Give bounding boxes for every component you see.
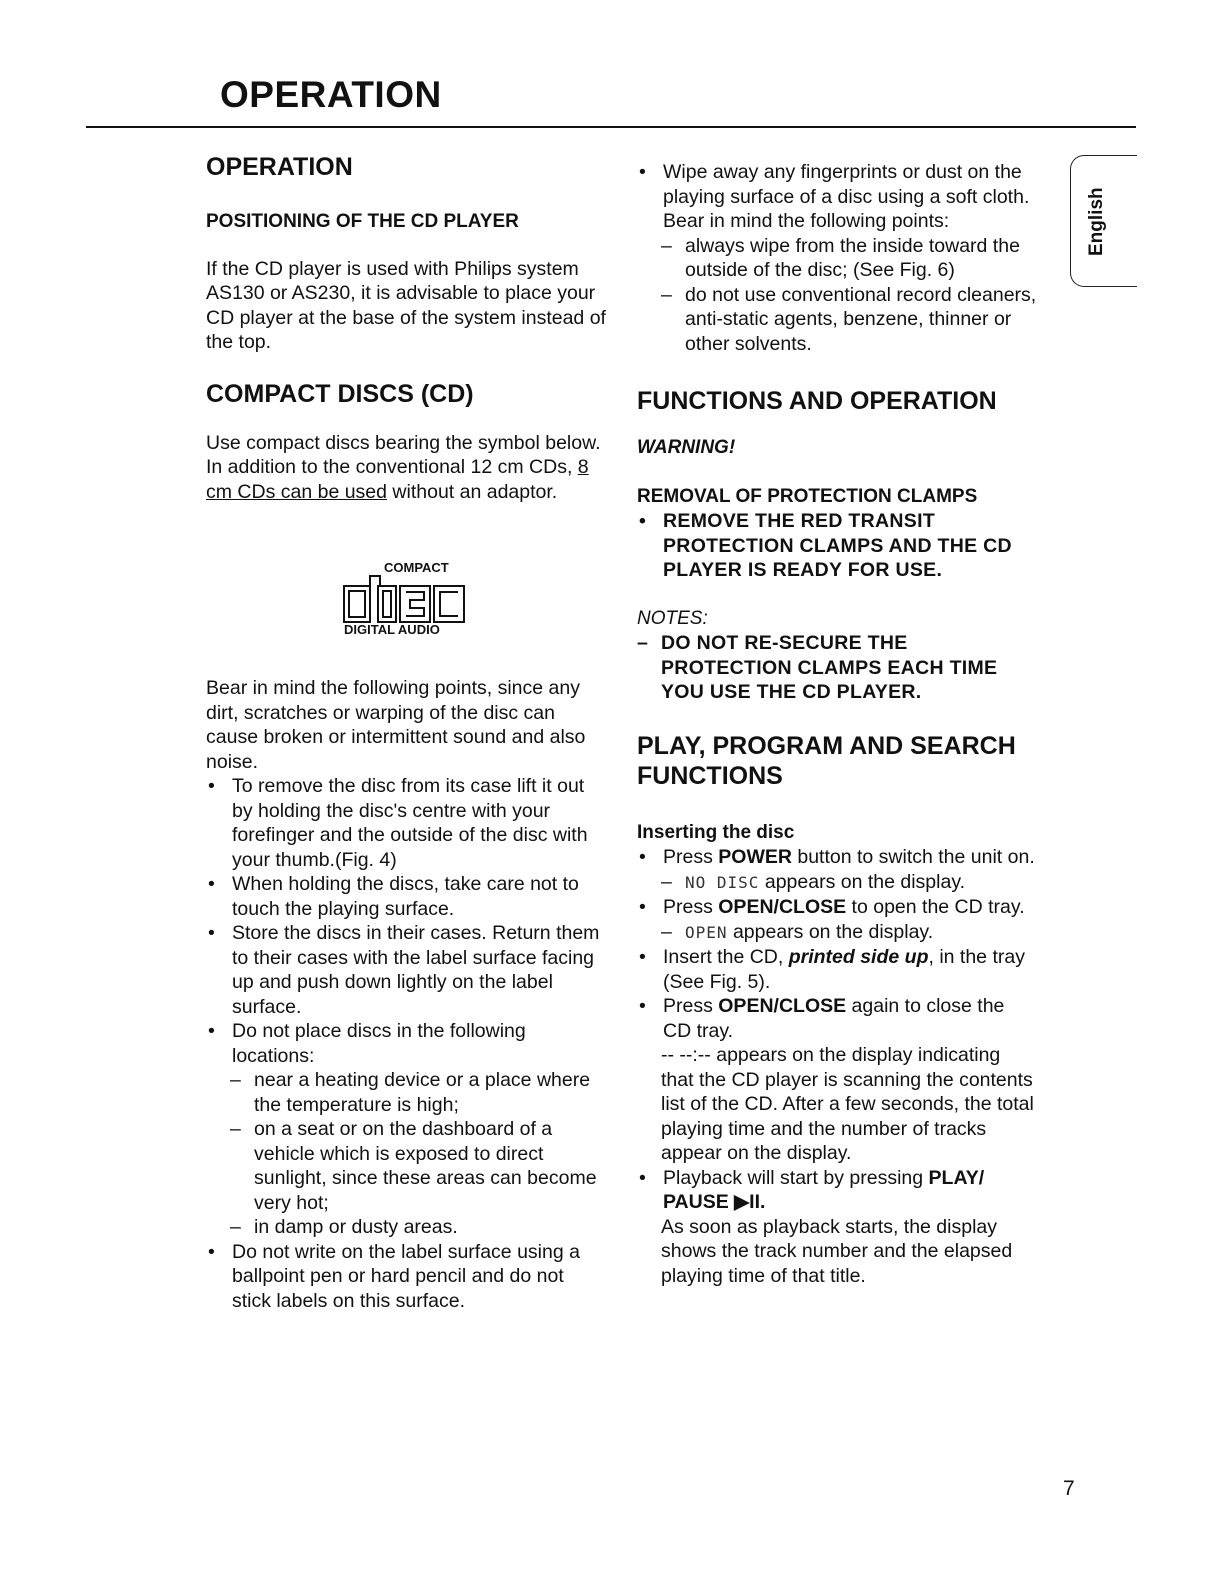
- display-note-text: appears on the display indicating that the CD player is scanning the contents list of the CD. After a few seconds, the total playing time and the number of tracks appear on the display.: [661, 1044, 1034, 1164]
- positioning-heading: POSITIONING OF THE CD PLAYER: [206, 211, 519, 232]
- location-item: – near a heating device or a place where the temperature is high;: [206, 1068, 606, 1117]
- cd-intro: [206, 431, 606, 505]
- step-text: , in the tray (See Fig. 5).: [663, 946, 1025, 993]
- functions-heading: FUNCTIONS AND OPERATION: [637, 387, 997, 415]
- step-item: [637, 994, 1037, 1043]
- open-close-keyword: OPEN/CLOSE: [718, 995, 847, 1017]
- language-label: English: [1086, 187, 1107, 256]
- notes-label: NOTES:: [637, 607, 708, 629]
- list-item: • When holding the discs, take care not to touch the playing surface.: [206, 872, 606, 921]
- display-note: [637, 1043, 1037, 1166]
- left-column: [206, 152, 606, 1313]
- right-column: [637, 160, 1037, 1288]
- disc-logo-icon: [340, 574, 470, 626]
- removal-heading: REMOVAL OF PROTECTION CLAMPS: [637, 485, 978, 507]
- page-number: 7: [1063, 1477, 1075, 1500]
- lcd-readout: NO DISC: [685, 872, 760, 892]
- open-close-keyword: OPEN/CLOSE: [718, 896, 847, 918]
- step-text: button to switch the unit on.: [791, 846, 1035, 868]
- positioning-text: If the CD player is used with Philips system AS130 or AS230, it is advisable to place your CD player at the base of the system instead of the top.: [206, 257, 606, 353]
- display-note: [637, 920, 1037, 946]
- logo-compact-text: COMPACT: [384, 560, 449, 575]
- list-item: • Do not place discs in the following locations:: [206, 1019, 606, 1068]
- cd-intro-text-b: without an adaptor.: [387, 480, 558, 503]
- wipe-point: – always wipe from the inside toward the outside of the disc; (See Fig. 6): [637, 234, 1037, 283]
- lcd-readout: OPEN: [685, 922, 728, 942]
- removal-instruction: • REMOVE THE RED TRANSIT PROTECTION CLAMPS AND THE CD PLAYER IS READY FOR USE.: [637, 509, 1037, 583]
- inserting-heading: Inserting the disc: [637, 821, 795, 843]
- step-text: Press: [663, 896, 719, 918]
- play-pause-keyword: PLAY/ PAUSE ▶II.: [663, 1166, 985, 1213]
- step-text: again to close the CD tray.: [663, 995, 1005, 1042]
- step-item: [637, 845, 1037, 870]
- playback-note: As soon as playback starts, the display shows the track number and the elapsed playing time of that title.: [661, 1215, 1013, 1287]
- compact-discs-heading: COMPACT DISCS (CD): [206, 379, 474, 408]
- lcd-readout: -- --:--: [661, 1044, 711, 1066]
- list-item: • Do not write on the label surface using a ballpoint pen or hard pencil and do not stick labels on this surface.: [206, 1240, 606, 1314]
- operation-heading: OPERATION: [206, 153, 353, 181]
- list-item: • To remove the disc from its case lift it out by holding the disc's centre with your forefinger and the outside of the disc with your thumb.(Fig. 4): [206, 774, 606, 872]
- step-text: Insert the CD,: [663, 946, 789, 968]
- logo-digital-audio-text: DIGITAL AUDIO: [344, 622, 440, 637]
- page-title: OPERATION: [220, 74, 442, 115]
- step-item: [637, 1166, 1037, 1215]
- printed-side-up-emphasis: printed side up: [788, 946, 929, 968]
- step-text: to open the CD tray.: [846, 896, 1025, 918]
- step-item: [637, 895, 1037, 920]
- power-keyword: POWER: [718, 846, 792, 868]
- step-text: Playback will start by pressing: [663, 1166, 929, 1189]
- display-note-text: appears on the display.: [727, 920, 934, 943]
- display-note: [637, 870, 1037, 896]
- cd-intro-underlined: 8 cm CDs can be used: [206, 456, 589, 503]
- compact-disc-logo: [340, 560, 470, 642]
- notes-item: – DO NOT RE-SECURE THE PROTECTION CLAMPS EACH TIME YOU USE THE CD PLAYER.: [637, 631, 1037, 705]
- wipe-point: – do not use conventional record cleaners, anti-static agents, benzene, thinner or other solvents.: [637, 283, 1037, 357]
- warning-label: WARNING!: [637, 437, 736, 458]
- step-text: Press: [663, 846, 719, 868]
- step-item: [637, 945, 1037, 994]
- location-item: – in damp or dusty areas.: [206, 1215, 606, 1240]
- cd-intro-text-a: Use compact discs bearing the symbol below. In addition to the conventional 12 cm CDs,: [206, 431, 601, 478]
- display-note-text: appears on the display.: [759, 870, 966, 893]
- play-program-heading: PLAY, PROGRAM AND SEARCH FUNCTIONS: [637, 731, 1016, 790]
- title-rule: [86, 126, 1136, 128]
- bear-in-mind-text: Bear in mind the following points, since any dirt, scratches or warping of the disc can cause broken or intermittent sound and also noise.: [206, 677, 586, 773]
- location-item: – on a seat or on the dashboard of a vehicle which is exposed to direct sunlight, since these areas can become very hot;: [206, 1117, 606, 1215]
- list-item: • Store the discs in their cases. Return them to their cases with the label surface facing up and push down lightly on the label surface.: [206, 921, 606, 1019]
- list-item: • Wipe away any fingerprints or dust on the playing surface of a disc using a soft cloth. Bear in mind the following points:: [637, 160, 1037, 234]
- step-text: Press: [663, 995, 719, 1017]
